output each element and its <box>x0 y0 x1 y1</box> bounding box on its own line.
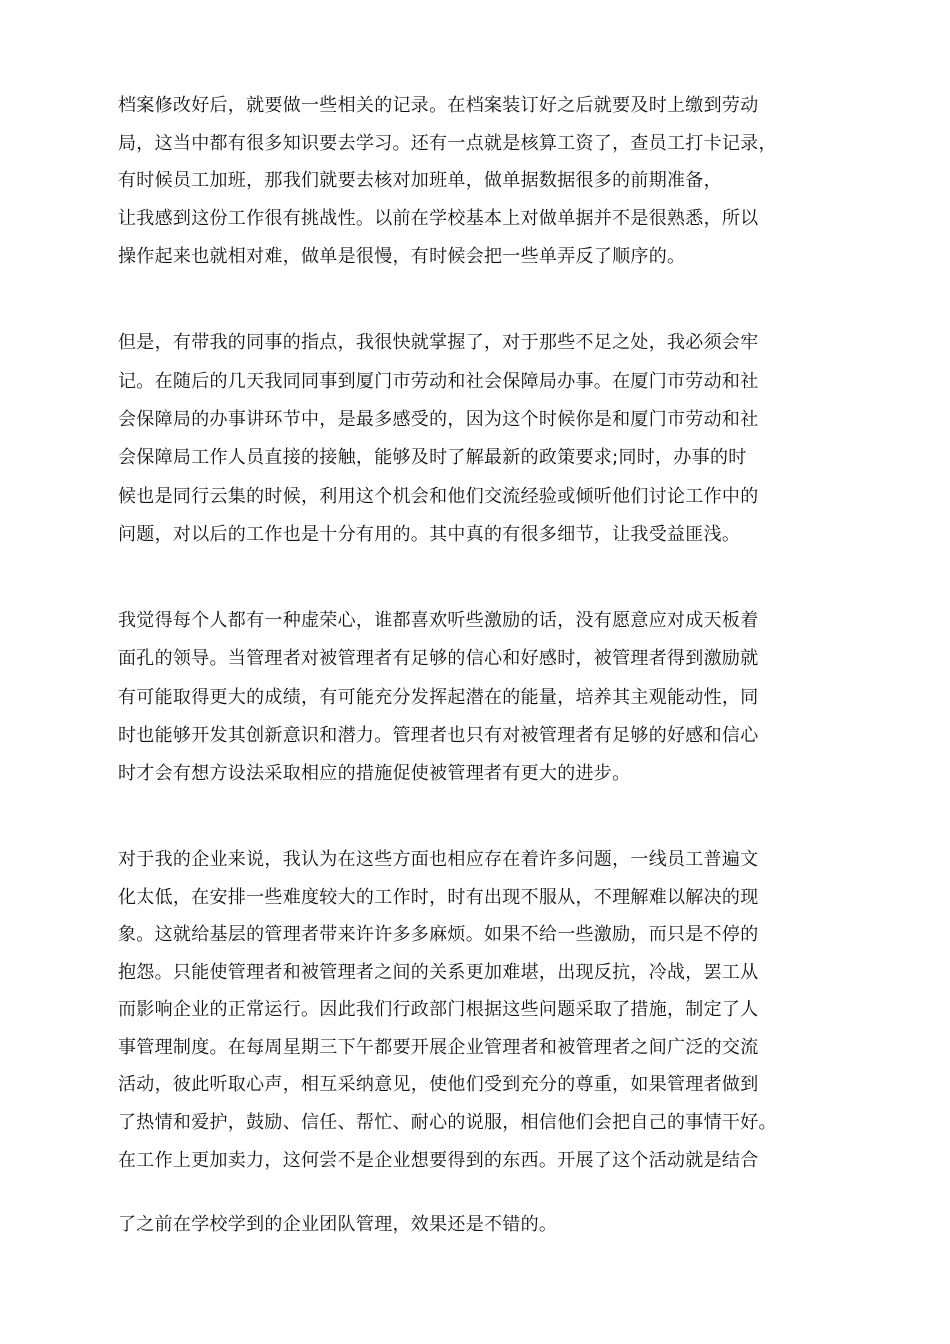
text-line: 了热情和爱护，鼓励、信任、帮忙、耐心的说服，相信他们会把自己的事情干好。 <box>118 1112 777 1133</box>
text-line: 档案修改好后，就要做一些相关的记录。在档案装订好之后就要及时上缴到劳动 <box>118 95 759 116</box>
text-line: 而影响企业的正常运行。因此我们行政部门根据这些问题采取了措施，制定了人 <box>118 999 759 1020</box>
text-line: 让我感到这份工作很有挑战性。以前在学校基本上对做单据并不是很熟悉，所以 <box>118 208 759 229</box>
text-line: 对于我的企业来说，我认为在这些方面也相应存在着许多问题，一线员工普遍文 <box>118 849 759 870</box>
text-line: 在工作上更加卖力，这何尝不是企业想要得到的东西。开展了这个活动就是结合 <box>118 1150 759 1171</box>
text-line: 面孔的领导。当管理者对被管理者有足够的信心和好感时，被管理者得到激励就 <box>118 648 759 669</box>
text-line: 了之前在学校学到的企业团队管理，效果还是不错的。 <box>118 1214 558 1235</box>
text-line: 有时候员工加班，那我们就要去核对加班单，做单据数据很多的前期准备， <box>118 170 722 191</box>
text-line: 我觉得每个人都有一种虚荣心，谁都喜欢听些激励的话，没有愿意应对成天板着 <box>118 610 759 631</box>
text-line: 象。这就给基层的管理者带来许许多多麻烦。如果不给一些激励，而只是不停的 <box>118 924 759 945</box>
text-line: 局，这当中都有很多知识要去学习。还有一点就是核算工资了，查员工打卡记录， <box>118 133 777 154</box>
text-line: 但是，有带我的同事的指点，我很快就掌握了，对于那些不足之处，我必须会牢 <box>118 332 759 353</box>
text-line: 时才会有想方设法采取相应的措施促使被管理者有更大的进步。 <box>118 763 631 784</box>
text-line: 事管理制度。在每周星期三下午都要开展企业管理者和被管理者之间广泛的交流 <box>118 1037 759 1058</box>
text-line: 抱怨。只能使管理者和被管理者之间的关系更加难堪，出现反抗，冷战，罢工从 <box>118 962 759 983</box>
text-line: 活动，彼此听取心声，相互采纳意见，使他们受到充分的尊重，如果管理者做到 <box>118 1074 759 1095</box>
text-line: 有可能取得更大的成绩，有可能充分发挥起潜在的能量，培养其主观能动性，同 <box>118 687 759 708</box>
text-line: 操作起来也就相对难，做单是很慢，有时候会把一些单弄反了顺序的。 <box>118 246 686 267</box>
text-line: 会保障局的办事讲环节中，是最多感受的，因为这个时候你是和厦门市劳动和社 <box>118 409 759 430</box>
text-line: 时也能够开发其创新意识和潜力。管理者也只有对被管理者有足够的好感和信心 <box>118 725 759 746</box>
text-line: 问题，对以后的工作也是十分有用的。其中真的有很多细节，让我受益匪浅。 <box>118 524 741 545</box>
text-line: 记。在随后的几天我同同事到厦门市劳动和社会保障局办事。在厦门市劳动和社 <box>118 371 759 392</box>
text-line: 候也是同行云集的时候，利用这个机会和他们交流经验或倾听他们讨论工作中的 <box>118 486 759 507</box>
text-line: 会保障局工作人员直接的接触，能够及时了解最新的政策要求;同时，办事的时 <box>118 447 747 468</box>
text-line: 化太低，在安排一些难度较大的工作时，时有出现不服从，不理解难以解决的现 <box>118 887 759 908</box>
